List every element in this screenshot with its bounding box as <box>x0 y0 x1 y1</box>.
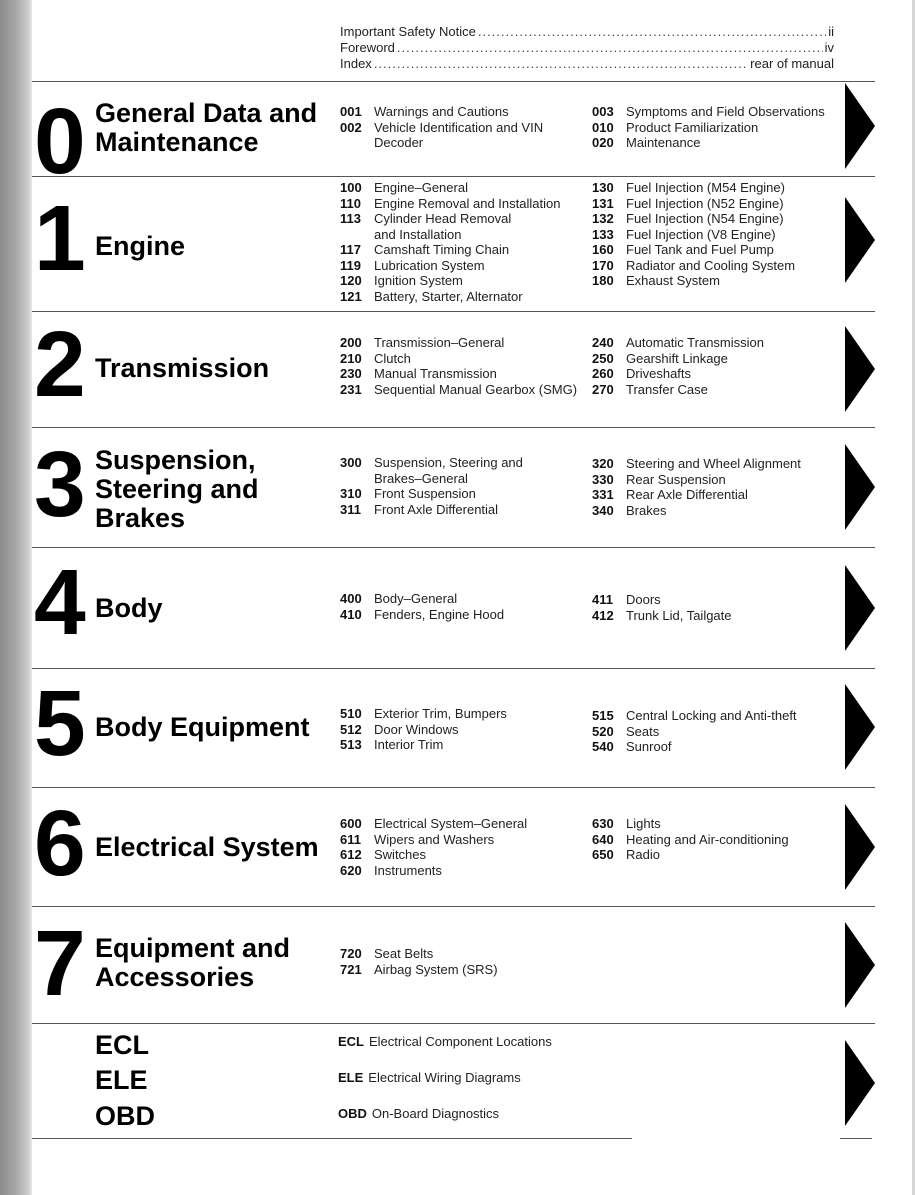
section-right-list <box>592 708 797 755</box>
toc-row-foreword[interactable] <box>340 40 834 56</box>
list-item[interactable]: 260 Driveshafts <box>592 366 692 381</box>
section-number: 5 <box>34 671 83 775</box>
list-item[interactable]: 113 Cylinder Head Removal <box>340 211 512 226</box>
section-title[interactable]: Body <box>95 593 163 623</box>
section-tab-arrow-icon[interactable] <box>845 197 875 283</box>
section-left-list <box>340 706 507 753</box>
list-item[interactable]: 170 Radiator and Cooling System <box>592 257 796 273</box>
list-item[interactable]: 310 Front Suspension <box>340 486 476 501</box>
section-title[interactable]: Suspension, Steering and Brakes <box>95 445 259 533</box>
section-number: 3 <box>34 432 83 536</box>
section-number: 2 <box>34 312 83 416</box>
section-number: 7 <box>34 911 83 1015</box>
divider <box>32 906 875 907</box>
toc-label: Foreword <box>340 40 395 55</box>
list-item[interactable]: 210 Clutch <box>340 350 411 366</box>
list-item[interactable]: 331 Rear Axle Differential <box>592 487 748 502</box>
list-item[interactable]: 510 Exterior Trim, Bumpers <box>340 706 507 721</box>
list-item[interactable]: 230 Manual Transmission <box>340 366 497 381</box>
list-item[interactable]: 612 Switches <box>340 847 427 862</box>
section-right-list <box>592 592 732 623</box>
list-item[interactable]: 720 Seat Belts <box>340 946 434 961</box>
list-item[interactable]: 512 Door Windows <box>340 721 459 737</box>
appendix-text: On-Board Diagnostics <box>371 1106 500 1121</box>
divider <box>32 1138 632 1139</box>
list-item[interactable]: 400 Body–General <box>340 591 458 606</box>
list-item[interactable]: 133 Fuel Injection (V8 Engine) <box>592 226 776 242</box>
list-item[interactable]: 311 Front Axle Differential <box>340 501 499 517</box>
toc-leader <box>397 40 823 56</box>
section-tab-arrow-icon[interactable] <box>845 565 875 651</box>
list-item[interactable]: 130 Fuel Injection (M54 Engine) <box>592 180 785 195</box>
divider <box>32 787 875 788</box>
divider <box>32 81 875 82</box>
list-item[interactable]: 300 Suspension, Steering and <box>340 455 523 470</box>
list-item[interactable]: 020 Maintenance <box>592 135 701 150</box>
section-title[interactable]: Engine <box>95 231 186 261</box>
list-item[interactable]: 410 Fenders, Engine Hood <box>340 606 505 622</box>
divider <box>32 427 875 428</box>
list-item[interactable]: 411 Doors <box>592 592 661 607</box>
divider <box>32 547 875 548</box>
section-title[interactable]: Transmission <box>95 353 270 383</box>
section-title[interactable]: Body Equipment <box>95 712 310 742</box>
section-left-list <box>340 455 523 517</box>
list-item[interactable]: 180 Exhaust System <box>592 273 720 288</box>
list-item[interactable]: 320 Steering and Wheel Alignment <box>592 456 801 471</box>
section-left-list <box>340 816 527 878</box>
section-tab-arrow-icon[interactable] <box>845 804 875 890</box>
section-right-list <box>592 104 825 151</box>
list-item[interactable]: 620 Instruments <box>340 862 442 878</box>
section-number: 1 <box>34 186 83 290</box>
list-item[interactable]: 001 Warnings and Cautions <box>340 104 509 119</box>
appendix-text: Electrical Component Locations <box>369 1034 552 1049</box>
toc-row-safety-notice[interactable] <box>340 24 834 40</box>
list-item[interactable]: 611 Wipers and Washers <box>340 831 495 847</box>
appendix-label-ecl[interactable]: ECL <box>95 1030 149 1060</box>
section-tab-arrow-icon[interactable] <box>845 326 875 412</box>
list-item[interactable]: 121 Battery, Starter, Alternator <box>340 288 523 304</box>
list-item[interactable]: 231 Sequential Manual Gearbox (SMG) <box>340 381 578 397</box>
section-right-list <box>592 335 764 397</box>
list-item[interactable]: 250 Gearshift Linkage <box>592 350 728 366</box>
appendix-item-obd[interactable] <box>338 1106 499 1122</box>
list-item[interactable]: 513 Interior Trim <box>340 737 444 752</box>
list-item[interactable]: 010 Product Familiarization <box>592 119 759 135</box>
section-tab-arrow-icon[interactable] <box>845 83 875 169</box>
appendix-text: Electrical Wiring Diagrams <box>368 1070 521 1085</box>
toc-leader <box>478 24 826 40</box>
appendix-label-obd[interactable]: OBD <box>95 1101 155 1131</box>
divider <box>32 1023 875 1024</box>
list-item[interactable]: 240 Automatic Transmission <box>592 335 764 350</box>
list-item[interactable]: 110 Engine Removal and Installation <box>340 195 561 211</box>
section-tab-arrow-icon[interactable] <box>845 1040 875 1126</box>
section-right-list <box>592 180 795 289</box>
section-right-list <box>592 816 789 863</box>
toc-row-index[interactable] <box>340 56 834 72</box>
divider <box>840 1138 872 1139</box>
toc-label: Important Safety Notice <box>340 24 476 39</box>
appendix-code: ECL <box>338 1034 364 1049</box>
list-item[interactable]: 520 Seats <box>592 723 660 739</box>
section-title[interactable]: Equipment and Accessories <box>95 933 290 992</box>
front-matter-toc <box>340 24 834 72</box>
section-left-list <box>340 591 504 622</box>
section-tab-arrow-icon[interactable] <box>845 444 875 530</box>
list-item[interactable]: 002 Vehicle Identification and VIN <box>340 119 544 135</box>
toc-page: iv <box>824 40 834 55</box>
appendix-item-ele[interactable] <box>338 1070 521 1086</box>
list-item[interactable]: 270 Transfer Case <box>592 381 708 397</box>
section-number: 4 <box>34 550 83 654</box>
list-item: Brakes–General <box>374 470 468 486</box>
toc-label: Index <box>340 56 372 71</box>
list-item[interactable]: 200 Transmission–General <box>340 335 505 350</box>
list-item[interactable]: 330 Rear Suspension <box>592 471 726 487</box>
toc-page: ii <box>828 24 834 39</box>
section-left-list <box>340 335 577 397</box>
appendix-code: ELE <box>338 1070 364 1085</box>
section-title[interactable]: General Data and Maintenance <box>95 98 318 157</box>
section-left-list <box>340 946 498 977</box>
section-left-list <box>340 180 560 304</box>
list-item: Decoder <box>374 135 424 150</box>
list-item[interactable]: 600 Electrical System–General <box>340 816 528 831</box>
section-right-list <box>592 456 801 518</box>
list-item[interactable]: 119 Lubrication System <box>340 257 485 273</box>
section-number: 6 <box>34 791 83 895</box>
divider <box>32 668 875 669</box>
list-item[interactable]: 131 Fuel Injection (N52 Engine) <box>592 195 784 211</box>
list-item[interactable]: 160 Fuel Tank and Fuel Pump <box>592 242 774 257</box>
list-item[interactable]: 412 Trunk Lid, Tailgate <box>592 607 732 623</box>
list-item[interactable]: 650 Radio <box>592 847 660 862</box>
section-tab-arrow-icon[interactable] <box>845 684 875 770</box>
list-item[interactable]: 132 Fuel Injection (N54 Engine) <box>592 211 784 226</box>
list-item[interactable]: 721 Airbag System (SRS) <box>340 961 498 977</box>
section-title[interactable]: Electrical System <box>95 832 319 862</box>
section-left-list <box>340 104 543 151</box>
list-item[interactable]: 630 Lights <box>592 816 661 831</box>
list-item[interactable]: 100 Engine–General <box>340 180 468 195</box>
binding-spine <box>0 0 32 1195</box>
list-item[interactable]: 540 Sunroof <box>592 739 672 754</box>
section-number: 0 <box>34 89 83 193</box>
toc-leader <box>374 56 748 72</box>
list-item: and Installation <box>374 226 462 242</box>
list-item[interactable]: 117 Camshaft Timing Chain <box>340 242 510 257</box>
list-item[interactable]: 340 Brakes <box>592 502 667 518</box>
list-item[interactable]: 515 Central Locking and Anti-theft <box>592 708 797 723</box>
section-tab-arrow-icon[interactable] <box>845 922 875 1008</box>
divider <box>32 176 875 177</box>
divider <box>32 311 875 312</box>
appendix-item-ecl[interactable] <box>338 1034 552 1050</box>
list-item[interactable]: 003 Symptoms and Field Observations <box>592 104 825 119</box>
list-item[interactable]: 120 Ignition System <box>340 273 463 288</box>
appendix-code: OBD <box>338 1106 367 1121</box>
appendix-label-ele[interactable]: ELE <box>95 1065 148 1095</box>
toc-page: rear of manual <box>750 56 834 71</box>
list-item[interactable]: 640 Heating and Air-conditioning <box>592 831 789 847</box>
